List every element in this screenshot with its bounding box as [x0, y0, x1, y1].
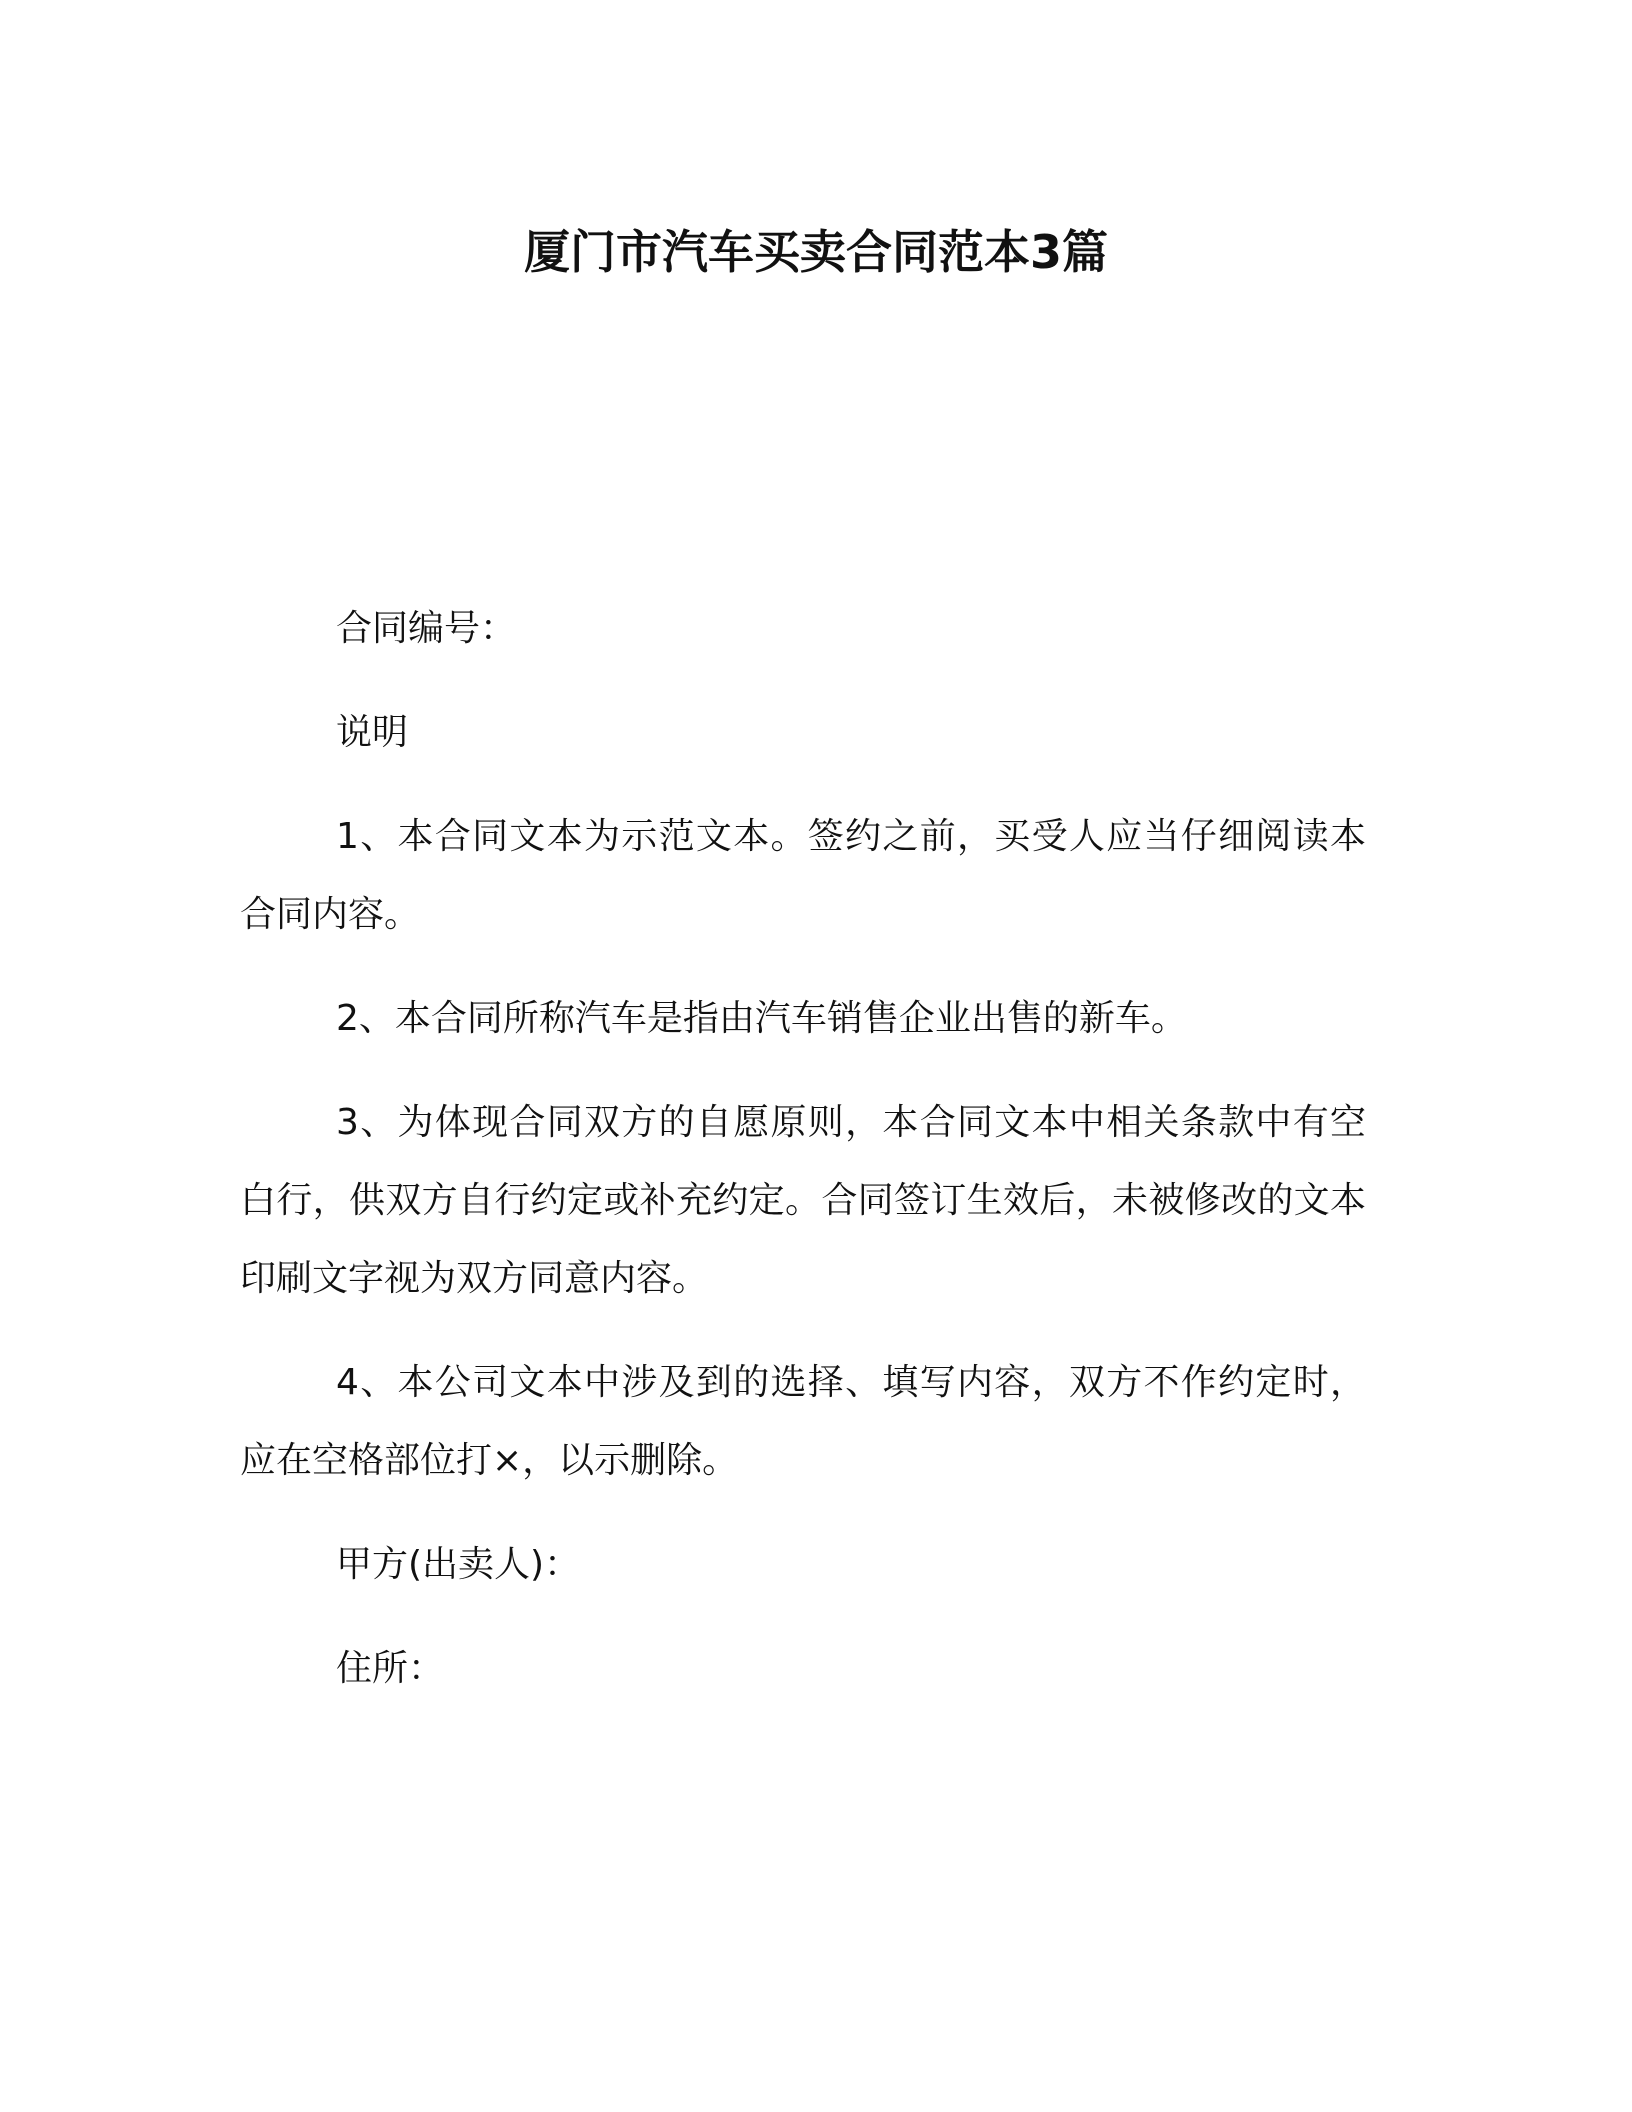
contract-number-line: 合同编号：	[336, 608, 517, 649]
party-a-seller-line: 甲方(出卖人)：	[336, 1544, 581, 1585]
address-line: 住所：	[336, 1648, 445, 1689]
explanation-item-2: 2、本合同所称汽车是指由汽车销售企业出售的新车。	[336, 998, 1187, 1039]
explanation-item-4: 4、本公司文本中涉及到的选择、填写内容，双方不作约定时，应在空格部位打×，以示删除。	[240, 1362, 1366, 1481]
document-title: 厦门市汽车买卖合同范本3篇	[523, 225, 1108, 279]
explanation-item-1: 1、本合同文本为示范文本。签约之前，买受人应当仔细阅读本合同内容。	[240, 816, 1366, 935]
explanation-heading: 说明	[336, 712, 409, 753]
document-body	[240, 590, 1366, 1734]
explanation-item-3: 3、为体现合同双方的自愿原则，本合同文本中相关条款中有空白行，供双方自行约定或补充约定。合同签订生效后，未被修改的文本印刷文字视为双方同意内容。	[240, 1102, 1366, 1299]
